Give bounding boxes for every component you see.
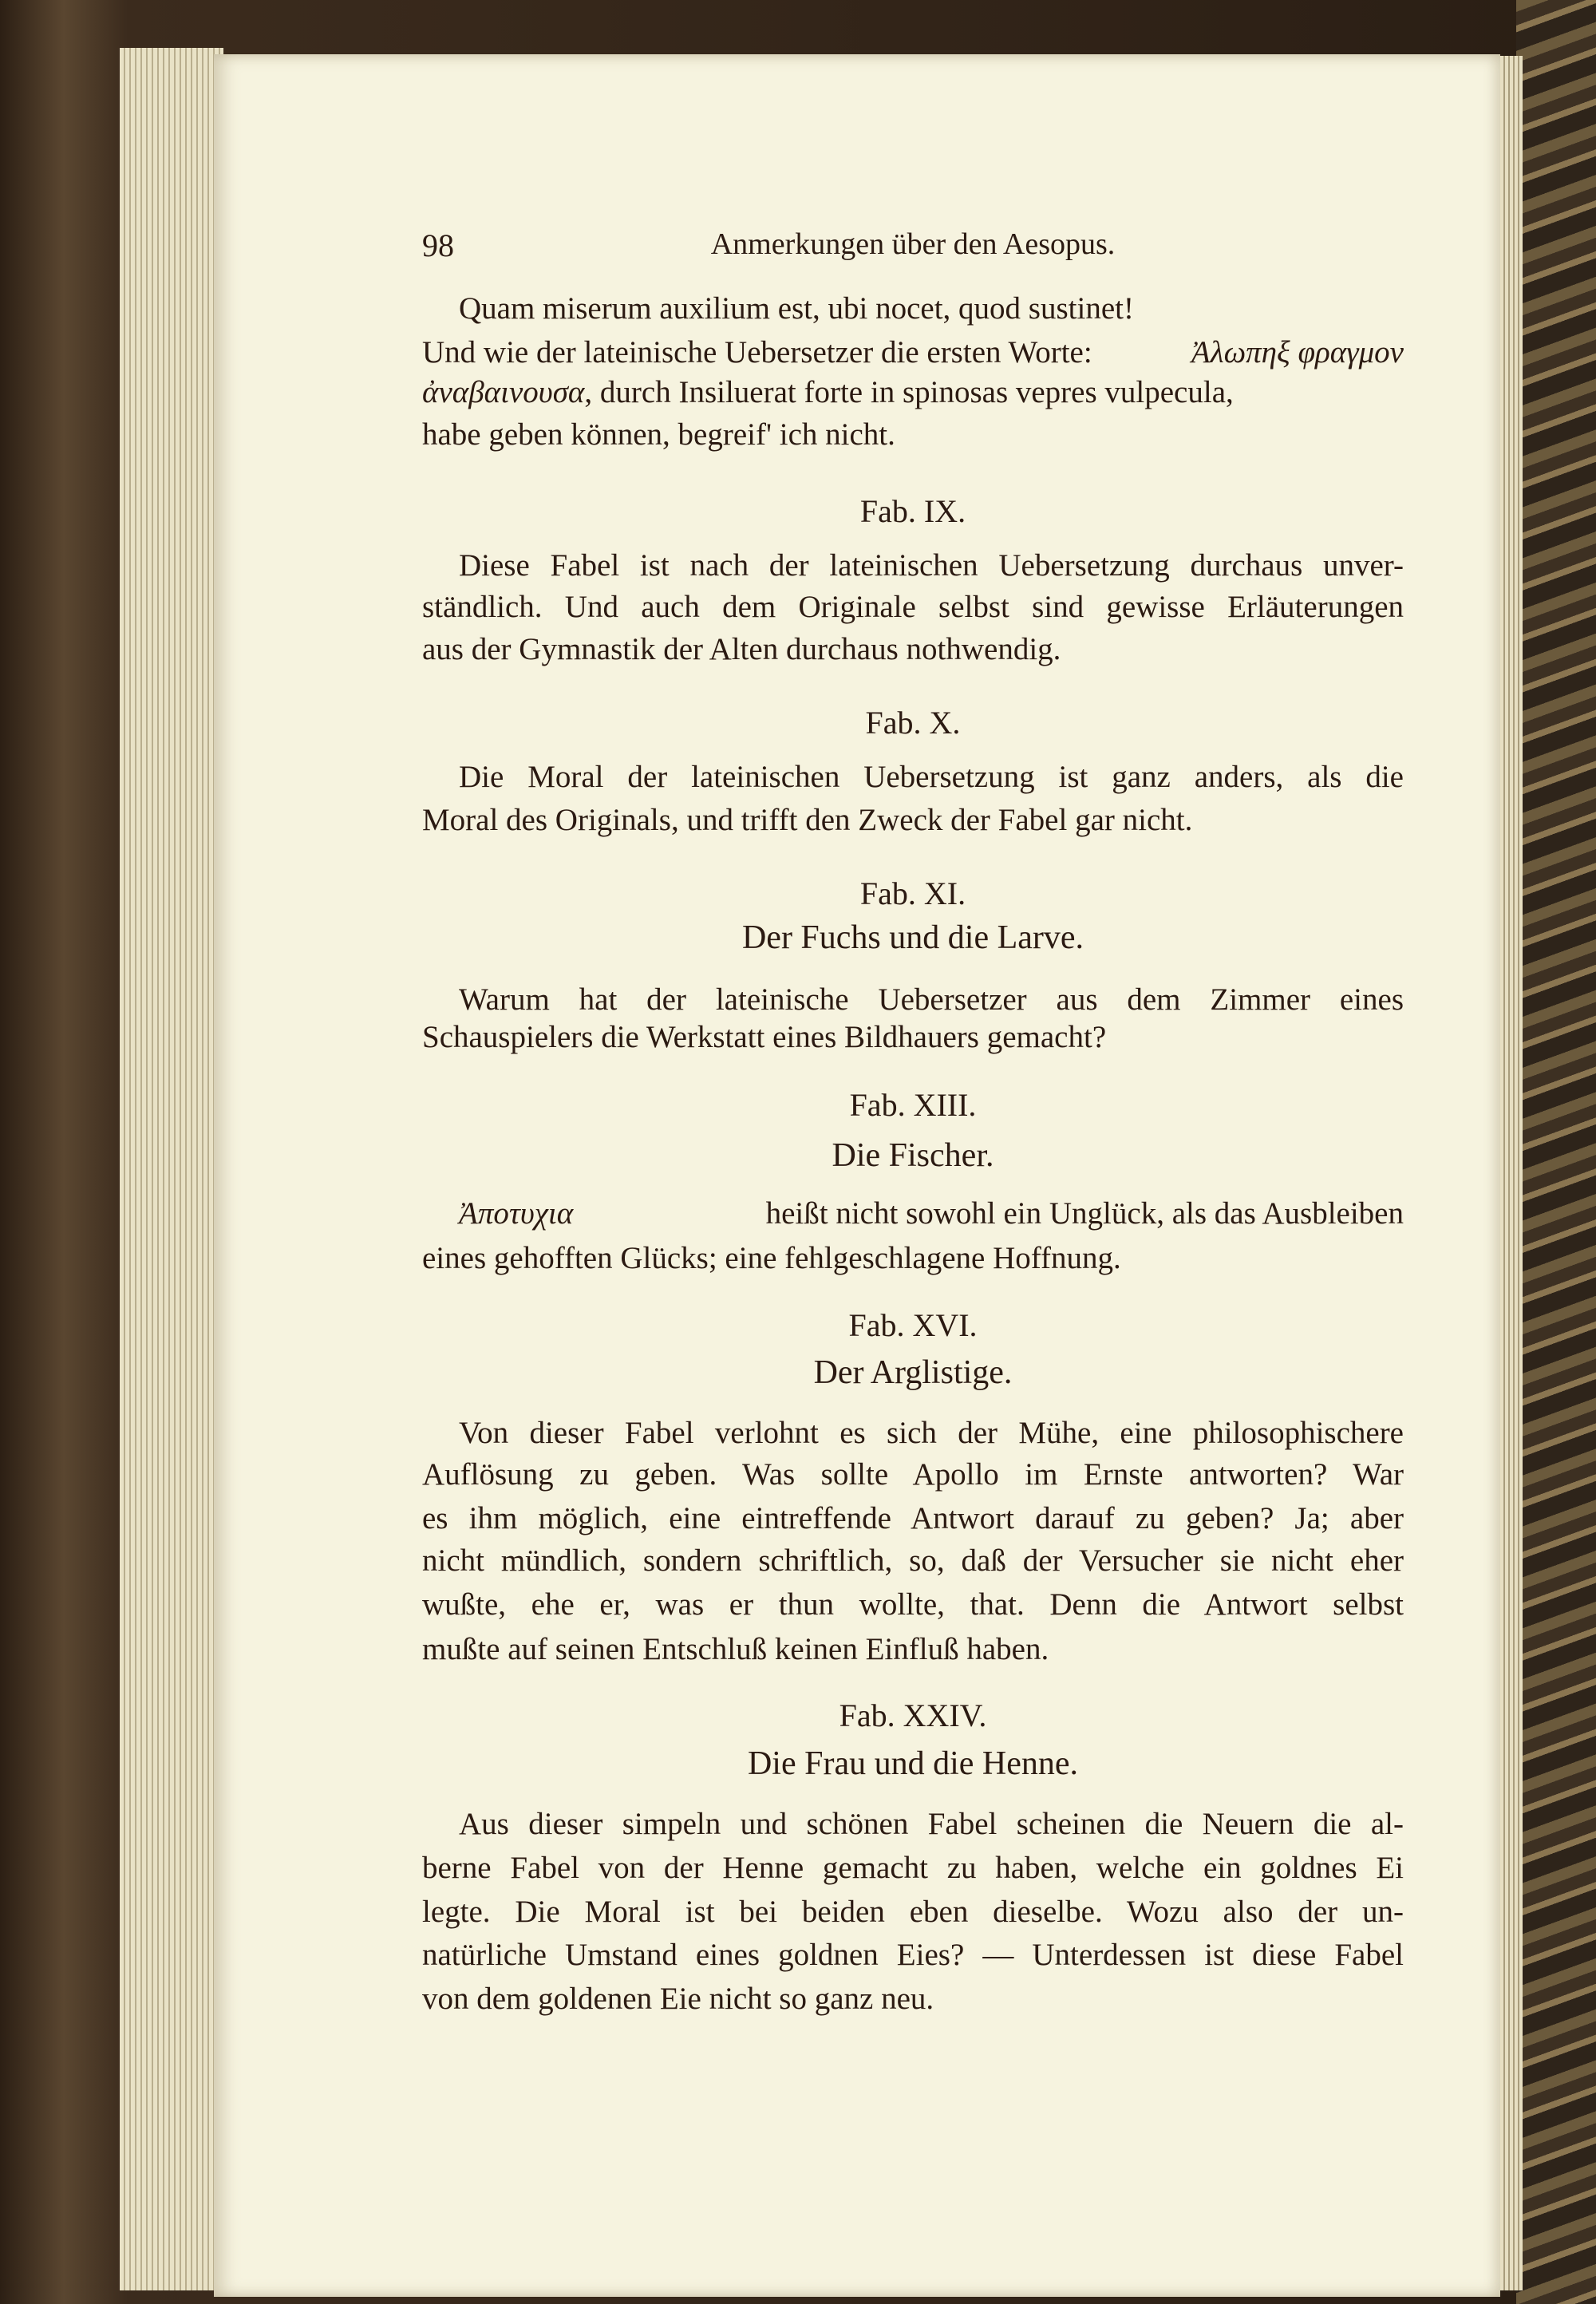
fable-heading: Fab. XIII.: [849, 1087, 977, 1123]
fable-heading: Fab. XI.: [859, 875, 966, 911]
text-line: Auflösung zu geben. Was sollte Apollo im Ernste antworten? War: [422, 1457, 1404, 1492]
text-line: aus der Gymnastik der Alten durchaus nothwendig.: [422, 632, 1061, 666]
text-line: mußte auf seinen Entschluß keinen Einfluß haben.: [422, 1632, 1049, 1666]
fable-heading: Fab. IX.: [859, 493, 966, 529]
right-page-edges: [1500, 56, 1523, 2290]
text-line: Aus dieser simpeln und schönen Fabel scheinen die Neuern die al-: [459, 1807, 1404, 1841]
text-span: heißt nicht sowohl ein Unglück, als das Ausbleiben: [765, 1196, 1404, 1231]
text-line: Diese Fabel ist nach der lateinischen Uebersetzung durchaus unver-: [459, 548, 1404, 583]
text-line: ständlich. Und auch dem Originale selbst sind gewisse Erläuterungen: [422, 590, 1404, 624]
text-span: Und wie der lateinische Uebersetzer die ersten Worte:: [422, 335, 1092, 370]
text-line: Von dieser Fabel verlohnt es sich der Mühe, eine philosophischere: [459, 1416, 1404, 1450]
text-line: von dem goldenen Eie nicht so ganz neu.: [422, 1982, 934, 2016]
text-line: habe geben können, begreif' ich nicht.: [422, 417, 895, 452]
text-line: Moral des Originals, und trifft den Zweck der Fabel gar nicht.: [422, 803, 1193, 837]
text-line: wußte, ehe er, was er thun wollte, that. Denn die Antwort selbst: [422, 1587, 1404, 1622]
text-line: Quam miserum auxilium est, ubi nocet, quod sustinet!: [459, 291, 1134, 326]
text-span: , durch Insiluerat forte in spinosas vepres vulpecula,: [584, 375, 1234, 409]
text-line: legte. Die Moral ist bei beiden eben dieselbe. Wozu also der un-: [422, 1895, 1404, 1929]
page-edges: [120, 48, 223, 2290]
page-number: 98: [422, 227, 454, 263]
text-line: [422, 333, 1404, 373]
fable-title: Die Frau und die Henne.: [747, 1745, 1079, 1782]
text-line: berne Fabel von der Henne gemacht zu haben, welche ein goldnes Ei: [422, 1851, 1404, 1885]
text-line: nicht mündlich, sondern schriftlich, so, daß der Versucher sie nicht eher: [422, 1543, 1404, 1578]
fable-heading: Fab. XXIV.: [839, 1697, 987, 1733]
text-line: [422, 373, 1404, 413]
text-line: eines gehofften Glücks; eine fehlgeschlagene Hoffnung.: [422, 1241, 1121, 1275]
fable-heading: Fab. XVI.: [848, 1307, 978, 1343]
greek-text: ἀναβαινουσα: [422, 375, 585, 409]
greek-text: Ἀποτυχια: [459, 1196, 574, 1231]
text-line: [422, 1194, 1404, 1234]
text-line: es ihm möglich, eine eintreffende Antwort darauf zu geben? Ja; aber: [422, 1501, 1404, 1535]
text-line: Warum hat der lateinische Uebersetzer aus dem Zimmer eines: [459, 982, 1404, 1017]
greek-text: Ἀλωπηξ φραγμον: [1191, 335, 1404, 370]
text-line: Die Moral der lateinischen Uebersetzung ist ganz anders, als die: [459, 760, 1404, 794]
fable-title: Die Fischer.: [832, 1137, 994, 1174]
fable-heading: Fab. X.: [865, 705, 961, 741]
text-line: Schauspielers die Werkstatt eines Bildhauers gemacht?: [422, 1020, 1107, 1054]
fable-title: Der Fuchs und die Larve.: [741, 919, 1084, 956]
text-line: natürliche Umstand eines goldnen Eies? — Unterdessen ist diese Fabel: [422, 1938, 1404, 1972]
marbled-board: [1516, 0, 1596, 2304]
running-title: Anmerkungen über den Aesopus.: [710, 227, 1116, 261]
fable-title: Der Arglistige.: [813, 1354, 1013, 1391]
